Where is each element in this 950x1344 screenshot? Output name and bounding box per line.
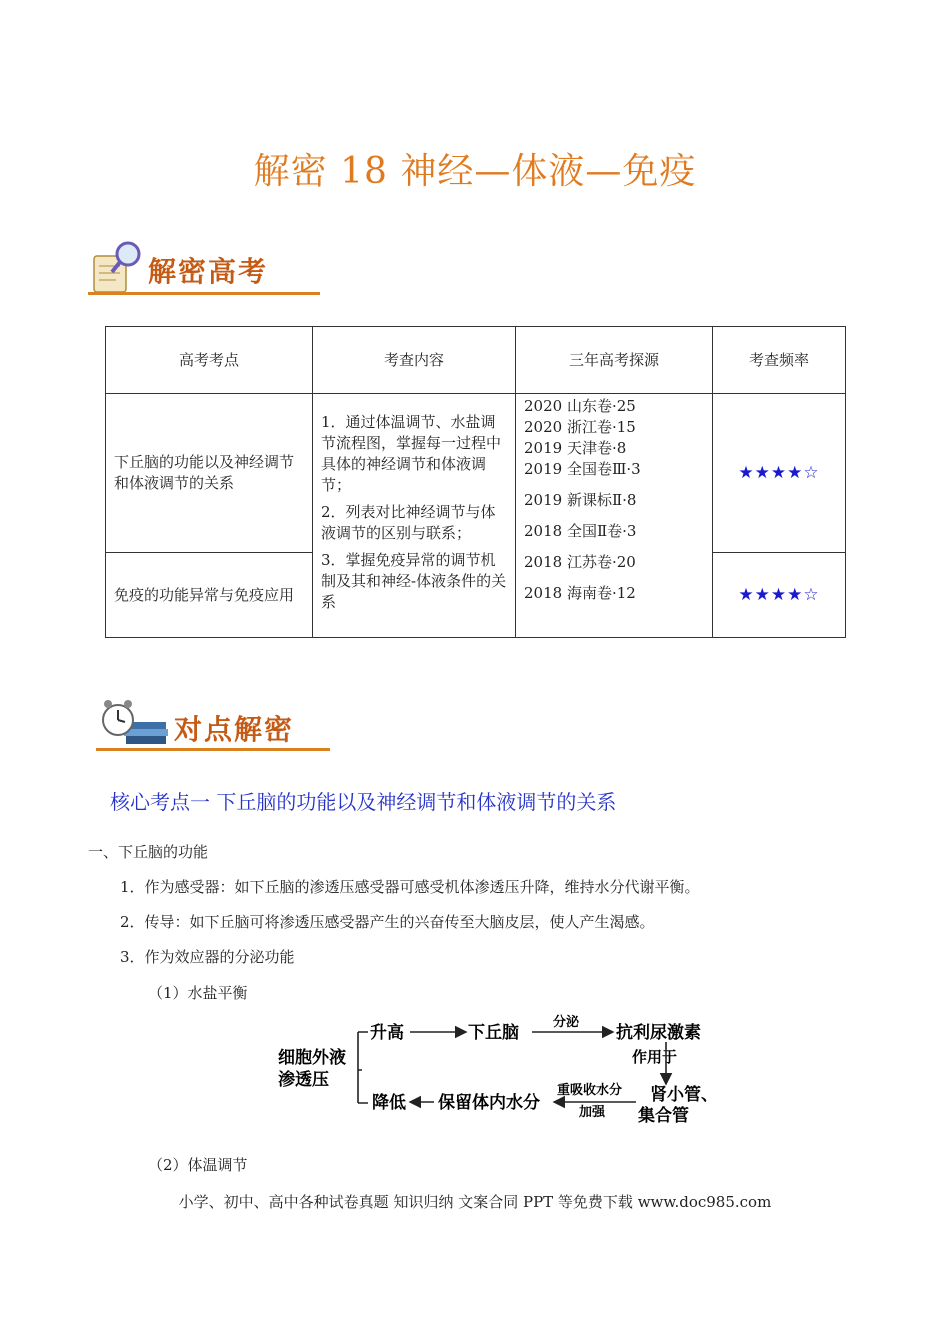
source-item: 2019 天津卷·8 (524, 439, 627, 457)
arrow-label: 分泌 (553, 1015, 580, 1030)
paragraph: 3．作为效应器的分泌功能 (120, 948, 295, 966)
frequency-stars: ★★★★☆ (713, 394, 846, 553)
arrow-label: 重吸收水分 (557, 1083, 623, 1098)
header-cell: 三年高考探源 (516, 327, 713, 394)
source-item: 2018 全国Ⅱ卷·3 (524, 522, 637, 540)
exam-point-cell: 下丘脑的功能以及神经调节和体液调节的关系 (106, 394, 313, 553)
exam-table (105, 326, 846, 638)
source-item: 2019 全国卷Ⅲ·3 (524, 460, 641, 478)
node-retain: 保留体内水分 (438, 1093, 540, 1113)
page-title: 解密 18 神经—体液—免疫 (253, 151, 697, 192)
core-point-heading: 核心考点一 下丘脑的功能以及神经调节和体液调节的关系 (110, 790, 617, 814)
subheading: （2）体温调节 (148, 1156, 248, 1174)
banner-underline (96, 748, 330, 751)
source-item: 2020 浙江卷·15 (524, 418, 636, 436)
node-up: 升高 (370, 1023, 404, 1043)
section-heading: 一、下丘脑的功能 (88, 843, 209, 861)
banner-underline (88, 292, 320, 295)
content-item: 2．列表对比神经调节与体液调节的区别与联系； (321, 503, 496, 542)
sources-cell (516, 394, 713, 638)
node-adh: 抗利尿激素 (616, 1023, 701, 1043)
node-kidney: 集合管 (638, 1106, 689, 1126)
node-kidney: 肾小管、 (650, 1085, 718, 1105)
source-item: 2019 新课标Ⅱ·8 (524, 491, 637, 509)
table-header-row (106, 327, 846, 394)
frequency-stars: ★★★★☆ (713, 553, 846, 638)
node-down: 降低 (372, 1093, 406, 1113)
node-hypothalamus: 下丘脑 (468, 1023, 519, 1043)
banner-title: 对点解密 (174, 713, 295, 746)
arrow-label: 作用于 (632, 1048, 678, 1066)
banner-title: 解密高考 (148, 255, 269, 288)
header-cell: 考查内容 (313, 327, 516, 394)
bracket-line (358, 1032, 368, 1103)
paragraph: 2．传导：如下丘脑可将渗透压感受器产生的兴奋传至大脑皮层，使人产生渴感。 (120, 913, 655, 931)
water-balance-diagram (270, 1008, 730, 1128)
header-cell: 考查频率 (713, 327, 846, 394)
content-item: 3．掌握免疫异常的调节机制及其和神经-体液条件的关系 (321, 551, 507, 611)
exam-point-cell: 免疫的功能异常与免疫应用 (106, 553, 313, 638)
page-footer: 小学、初中、高中各种试卷真题 知识归纳 文案合同 PPT 等免费下载 www.doc985.com (178, 1193, 772, 1211)
table-row (106, 394, 846, 553)
source-item: 2020 山东卷·25 (524, 397, 636, 415)
arrow-label: 加强 (579, 1105, 606, 1120)
header-cell: 高考考点 (106, 327, 313, 394)
source-item: 2018 海南卷·12 (524, 584, 636, 602)
section-banner-exam (88, 238, 320, 294)
content-item: 1．通过体温调节、水盐调节流程图，掌握每一过程中具体的神经调节和体液调节； (321, 413, 502, 494)
source-item: 2018 江苏卷·20 (524, 553, 636, 571)
content-cell (313, 394, 516, 638)
subheading: （1）水盐平衡 (148, 984, 248, 1002)
clock-books-icon (96, 694, 170, 748)
node-origin: 渗透压 (278, 1070, 329, 1090)
node-origin: 细胞外液 (278, 1048, 346, 1068)
paragraph: 1．作为感受器：如下丘脑的渗透压感受器可感受机体渗透压升降，维持水分代谢平衡。 (120, 878, 700, 896)
magnifier-document-icon (88, 238, 148, 296)
section-banner-points (96, 694, 330, 750)
